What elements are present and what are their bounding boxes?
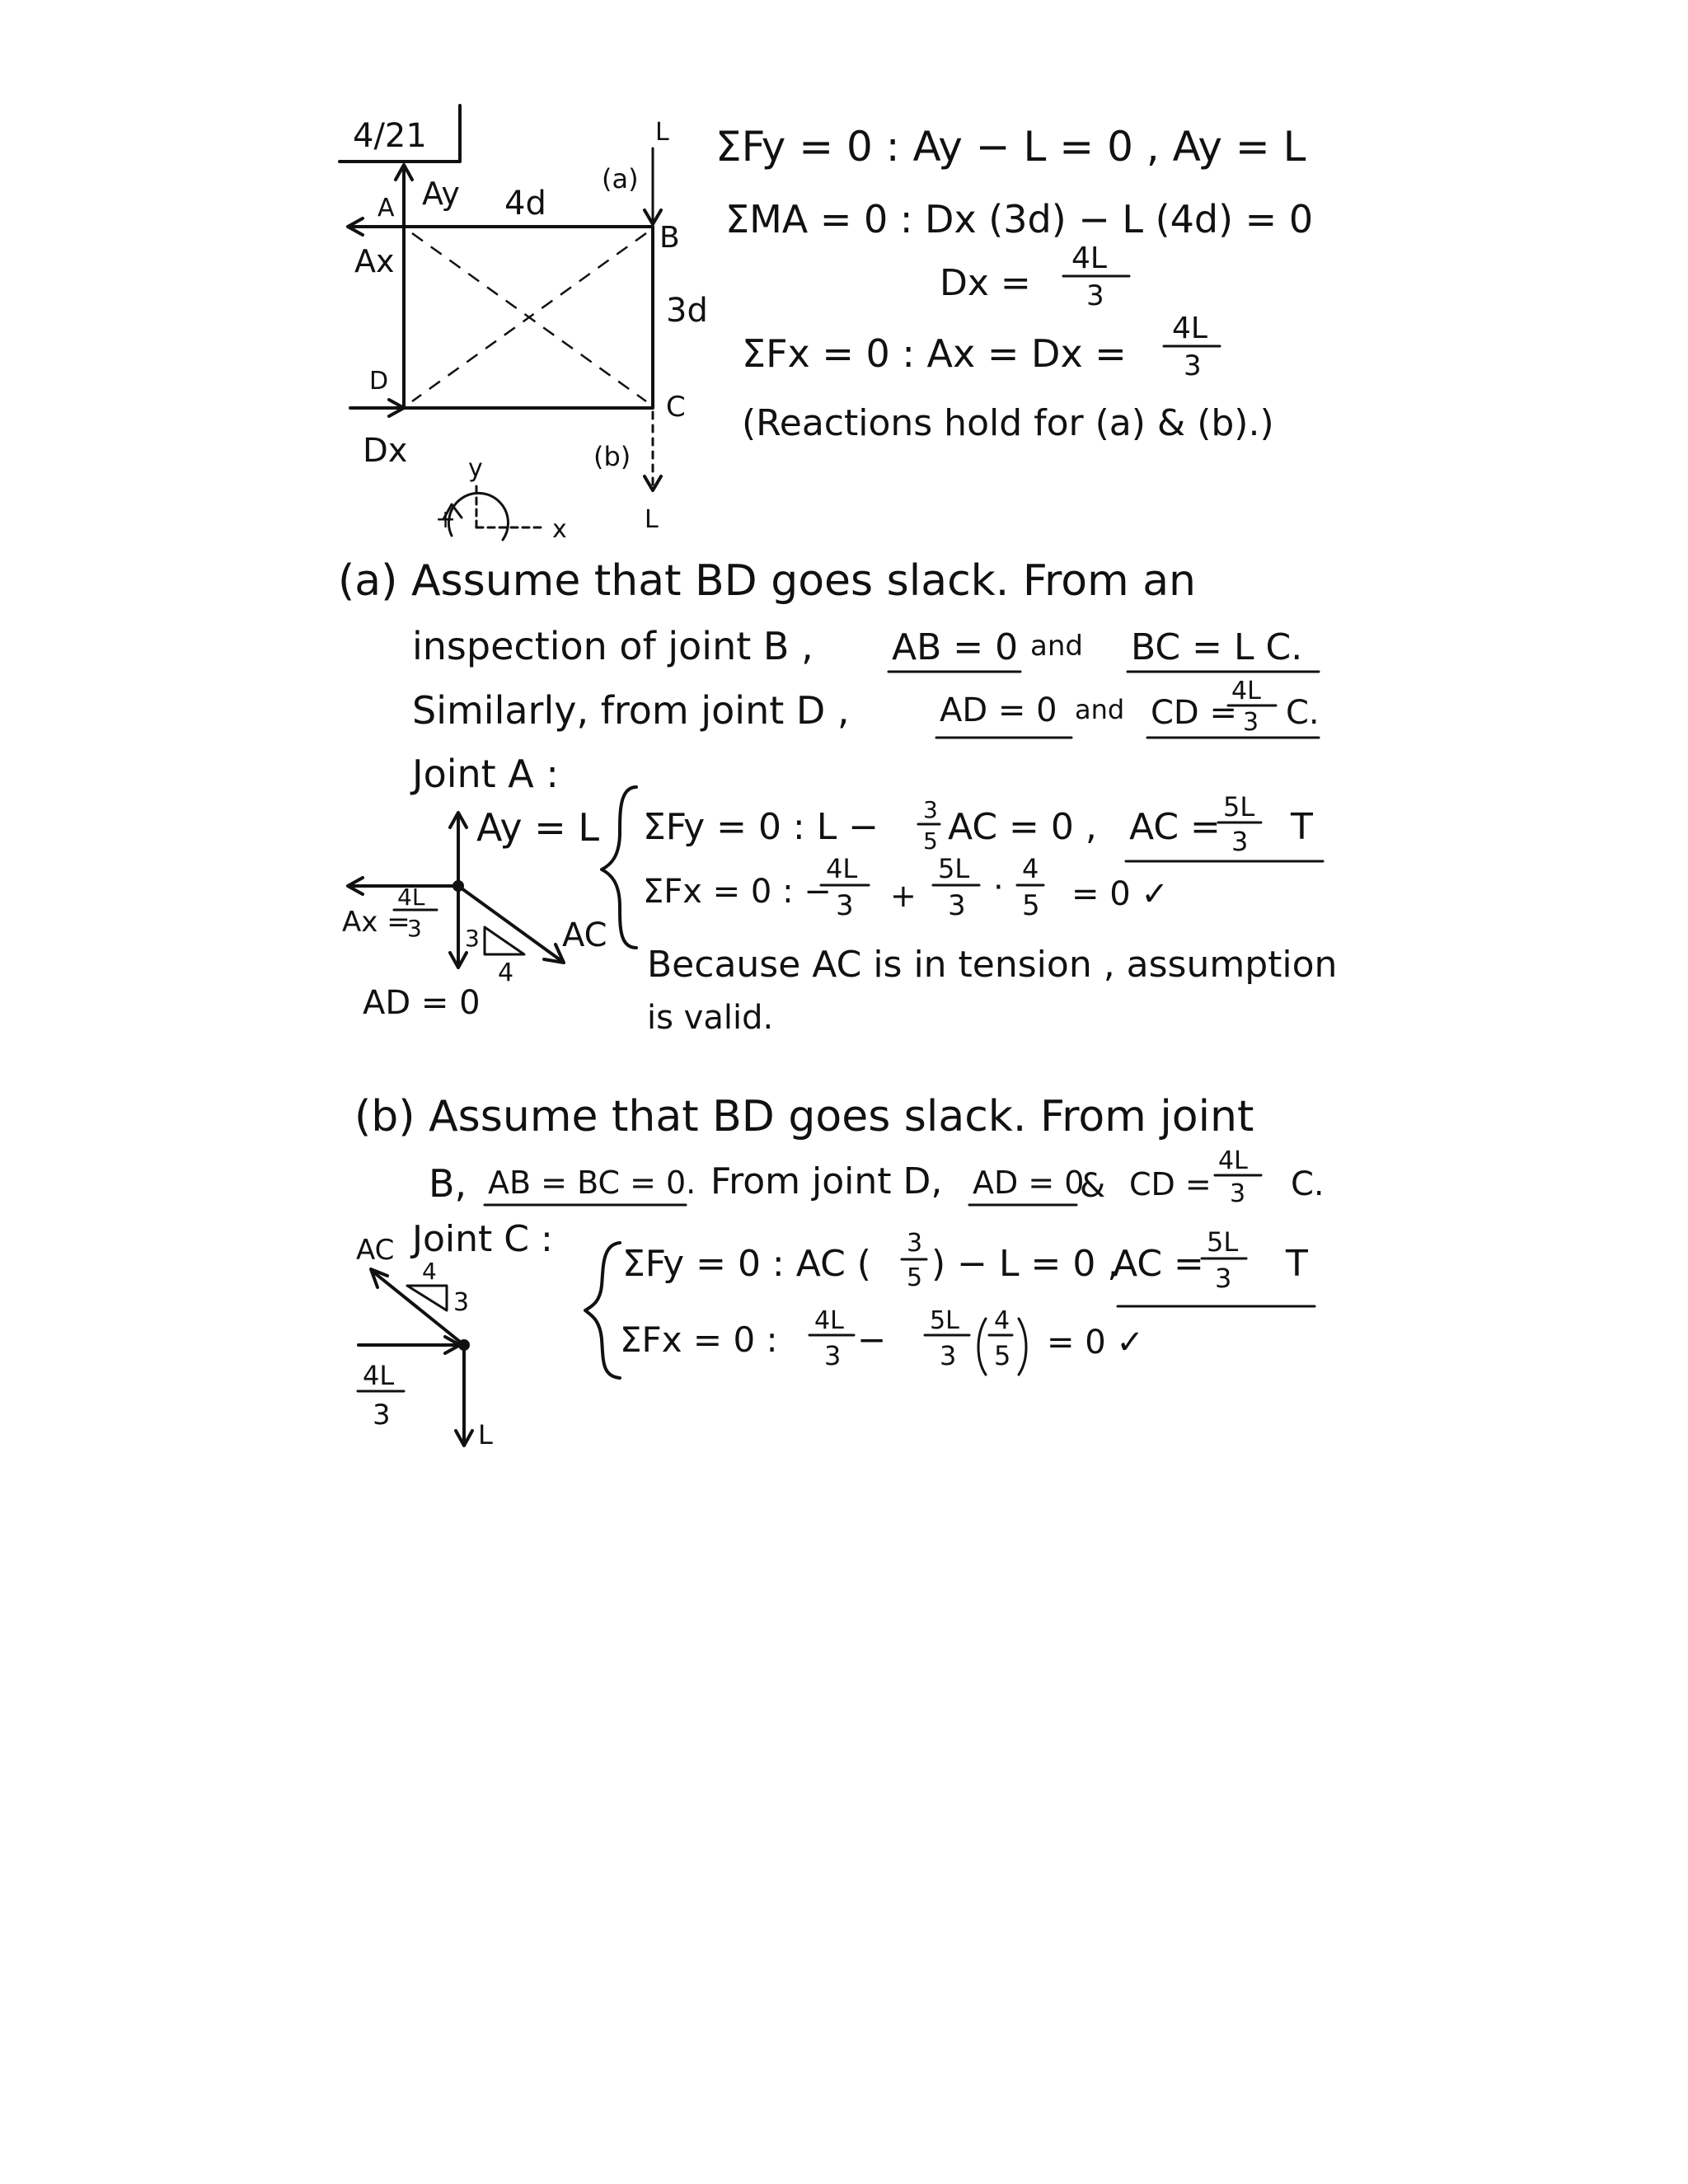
- part-b-slope-triangle: [407, 1286, 447, 1310]
- part-a-ab: AB = 0: [892, 626, 1019, 668]
- label-case-a: (a): [602, 163, 639, 194]
- diagonal-bd: [412, 233, 646, 401]
- label-width: 4d: [504, 185, 546, 223]
- part-b-fbd-dx-den: 3: [373, 1399, 391, 1432]
- part-b-fbd: [356, 1234, 493, 1451]
- part-a-fy-frac-den: 5: [923, 827, 938, 855]
- part-b-fx-d1: 3: [824, 1340, 842, 1371]
- part-a-fbd-ad-label: AD = 0: [363, 984, 481, 1022]
- part-a-cd-post: C.: [1286, 694, 1320, 732]
- moment-sign-arc: [448, 493, 508, 540]
- part-a-cd-num: 4L: [1231, 677, 1261, 705]
- part-a-fbd-ax-num: 4L: [397, 883, 425, 911]
- part-a-fbd-ax-label: Ax =: [342, 906, 410, 939]
- part-a-and2: and: [1075, 694, 1125, 725]
- part-b-cd-num: 4L: [1218, 1146, 1248, 1175]
- part-a-joint: Joint A :: [412, 752, 559, 796]
- part-a-fx-n3: 4: [1022, 853, 1039, 884]
- eq-sum-fx: ΣFx = 0 : Ax = Dx =: [742, 331, 1127, 376]
- part-b: [354, 1092, 1325, 1451]
- part-a-slope-v: 3: [465, 925, 480, 952]
- part-a-ac-t: T: [1291, 806, 1313, 848]
- part-b-fy-pre: ΣFy = 0 : AC (: [622, 1243, 871, 1285]
- eq-dx-left: Dx =: [940, 262, 1031, 304]
- part-b-fx-n1: 4L: [814, 1306, 844, 1335]
- part-b-fx-minus: −: [857, 1319, 887, 1360]
- part-a-fx-d2: 3: [948, 889, 966, 922]
- label-dx: Dx: [363, 432, 408, 470]
- eq-dx-den: 3: [1086, 279, 1104, 312]
- part-a-fx-plus: +: [890, 878, 917, 914]
- problem-number: 4/21: [353, 117, 427, 155]
- part-a-conclusion-1: Because AC is in tension , assumption: [647, 944, 1338, 986]
- part-b-fbd-l-label: L: [478, 1419, 493, 1451]
- reaction-equations: [715, 123, 1313, 444]
- problem-number-box: [340, 105, 460, 162]
- part-a-ac-result: AC =: [1129, 806, 1221, 848]
- part-b-fx-n3: 4: [994, 1306, 1010, 1335]
- part-b-joint: Joint C :: [412, 1218, 553, 1260]
- part-b-fx-pre: ΣFx = 0 :: [620, 1319, 778, 1360]
- part-b-fbd-ac-label: AC: [356, 1234, 395, 1267]
- part-b-fy-den: 5: [907, 1263, 923, 1292]
- part-b-fy-num: 3: [907, 1229, 923, 1258]
- part-a-and1: and: [1030, 630, 1083, 663]
- label-c: C: [666, 391, 686, 424]
- part-a: [338, 556, 1337, 1037]
- label-ax: Ax: [354, 243, 395, 279]
- part-a-fy-pre: ΣFy = 0 : L −: [643, 806, 879, 848]
- part-a-conclusion-2: is valid.: [647, 999, 774, 1037]
- part-a-fx-n2: 5L: [938, 853, 970, 884]
- part-a-fbd-ac-label: AC: [562, 916, 607, 954]
- label-load-top: L: [655, 118, 669, 147]
- part-b-cd-den: 3: [1230, 1179, 1246, 1208]
- part-a-fx-dot: ·: [993, 869, 1004, 907]
- part-a-fbd: [342, 805, 607, 1022]
- part-b-cd: CD =: [1129, 1166, 1212, 1202]
- label-ay: Ay: [422, 176, 460, 212]
- eq-sum-ma: ΣMA = 0 : Dx (3d) − L (4d) = 0: [725, 197, 1314, 241]
- part-a-cd: CD =: [1151, 694, 1237, 732]
- label-axis-x: x: [552, 515, 567, 544]
- part-b-ac-num: 5L: [1207, 1226, 1239, 1258]
- part-b-fx-paren-close: [1019, 1319, 1026, 1375]
- part-a-ac-num: 5L: [1223, 791, 1255, 823]
- part-a-line3-pre: Similarly, from joint D ,: [412, 688, 850, 733]
- part-b-slope-v: 3: [453, 1288, 470, 1317]
- part-b-ad: AD = 0: [973, 1165, 1085, 1201]
- part-b-fx-d2: 3: [940, 1340, 957, 1371]
- reactions-note: (Reactions hold for (a) & (b).): [742, 402, 1274, 444]
- part-b-line1: (b) Assume that BD goes slack. From joint: [354, 1092, 1254, 1141]
- part-a-slope-h: 4: [498, 958, 514, 987]
- part-a-ac-den: 3: [1231, 826, 1249, 857]
- label-height: 3d: [666, 292, 708, 330]
- part-a-fy-post: AC = 0 ,: [948, 806, 1097, 848]
- part-a-bc: BC = L C.: [1131, 626, 1303, 668]
- part-a-fx-post: = 0 ✓: [1071, 875, 1169, 913]
- eq-fx-num: 4L: [1172, 312, 1207, 345]
- part-b-fbd-dx-num: 4L: [363, 1360, 395, 1391]
- truss-figure: [348, 118, 708, 544]
- part-a-line2-pre: inspection of joint B ,: [412, 624, 814, 668]
- part-b-fbd-ac-arrow: [375, 1273, 464, 1345]
- label-axis-y: y: [468, 454, 483, 483]
- eq-dx-num: 4L: [1071, 241, 1107, 275]
- eq-fx-den: 3: [1184, 349, 1202, 382]
- part-b-ac-result: AC =: [1113, 1243, 1204, 1285]
- moment-sign-plus: +: [435, 505, 457, 534]
- part-b-brace: [585, 1243, 620, 1378]
- part-a-fx-pre: ΣFx = 0 : −: [643, 873, 832, 911]
- part-a-cd-den: 3: [1243, 708, 1259, 737]
- eq-sum-fy: ΣFy = 0 : Ay − L = 0 , Ay = L: [715, 123, 1306, 171]
- label-load-bottom: L: [645, 505, 659, 534]
- part-b-fy-post: ) − L = 0 ,: [931, 1243, 1119, 1285]
- part-a-fy-frac-num: 3: [923, 796, 938, 823]
- part-a-fbd-ay-label: Ay = L: [476, 805, 599, 850]
- part-b-fx-n2: 5L: [930, 1306, 959, 1335]
- part-a-fx-n1: 4L: [826, 853, 858, 884]
- part-a-fx-d1: 3: [836, 889, 854, 922]
- part-b-amp: &: [1080, 1167, 1106, 1205]
- part-b-cd-post: C.: [1291, 1165, 1325, 1203]
- part-a-fx-d3: 5: [1022, 889, 1040, 922]
- part-b-ab-bc: AB = BC = 0.: [488, 1165, 696, 1201]
- part-a-ad: AD = 0: [940, 691, 1057, 729]
- label-case-b: (b): [593, 441, 631, 472]
- part-b-fx-post: = 0 ✓: [1047, 1324, 1144, 1361]
- part-b-line2-pre: B,: [429, 1161, 467, 1206]
- part-b-slope-h: 4: [422, 1258, 437, 1285]
- part-b-ac-t: T: [1286, 1243, 1308, 1285]
- label-a: A: [377, 194, 395, 223]
- part-a-fbd-ax-den: 3: [407, 915, 422, 942]
- part-b-line2-mid: From joint D,: [710, 1160, 943, 1202]
- part-b-fx-d3: 5: [994, 1340, 1011, 1371]
- label-d: D: [369, 367, 389, 396]
- part-b-fx-paren-open: [978, 1319, 986, 1375]
- part-a-line1: (a) Assume that BD goes slack. From an: [338, 556, 1197, 606]
- part-b-ac-den: 3: [1215, 1263, 1232, 1294]
- label-b: B: [659, 221, 680, 255]
